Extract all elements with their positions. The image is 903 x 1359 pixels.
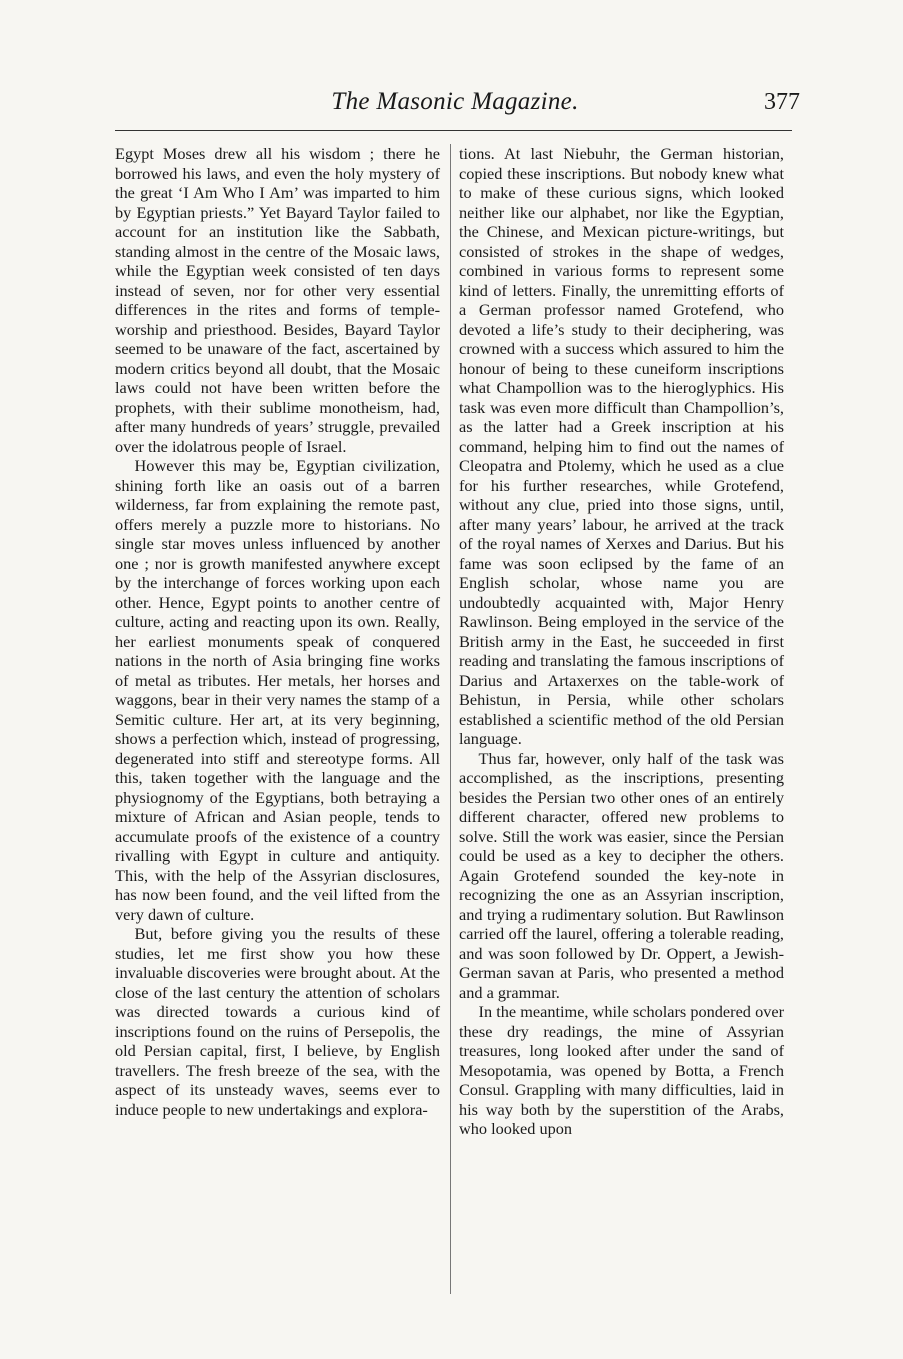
left-column (115, 144, 440, 1119)
right-column (459, 144, 784, 1139)
running-title: The Masonic Magazine. (331, 88, 579, 115)
paragraph: But, before giving you the results of these studies, let me first show you how these invaluable discoveries were brought about. At the close of the last century the attention of scholars was directed towards a curious kind of inscriptions found on the ruins of Persepolis, the old Persian capital, first, I believe, by English travellers. The fresh breeze of the sea, with the aspect of its unsteady waves, seems ever to induce people to new undertakings and explora- (115, 924, 440, 1119)
paragraph: However this may be, Egyptian civilization, shining forth like an oasis out of a barren wilderness, far from explaining the remote past, offers merely a puzzle more to historians. No single star moves unless influenced by another one ; nor is growth manifested anywhere except by the interchange of forces working upon each other. Hence, Egypt points to another centre of culture, acting and reacting upon its own. Really, her earliest monuments speak of conquered nations in the north of Asia bringing fine works of metal as tributes. Her metals, her horses and waggons, bear in their very names the stamp of a Semitic culture. Her art, at its very beginning, shows a perfection which, instead of progressing, degenerated into stiff and stereotype forms. All this, taken together with the language and the physiognomy of the Egyptians, both betraying a mixture of African and Asian people, tends to accumulate proofs of the existence of a country rivalling with Egypt in culture and antiquity. This, with the help of the Assyrian disclosures, has now been found, and the veil lifted from the very dawn of culture. (115, 456, 440, 924)
page-header (110, 88, 800, 124)
two-column-body (115, 144, 792, 1294)
column-divider (450, 144, 451, 1294)
page-number: 377 (764, 89, 800, 115)
paragraph: Thus far, however, only half of the task was accomplished, as the inscriptions, presenting besides the Persian two other ones of an entirely different character, offered new problems to solve. Still the work was easier, since the Persian could be used as a key to decipher the others. Again Grotefend sounded the key-note in recognizing the one as an Assyrian inscription, and trying a rudimentary solution. But Rawlinson carried off the laurel, offering a tolerable reading, and was soon followed by Dr. Oppert, a Jewish-German savan at Paris, who presented a method and a grammar. (459, 748, 784, 1002)
paragraph: Egypt Moses drew all his wisdom ; there he borrowed his laws, and even the holy mystery of the great ‘I Am Who I Am’ was imparted to him by Egyptian priests.” Yet Bayard Taylor failed to account for an institution like the Sabbath, standing almost in the centre of the Mosaic laws, while the Egyptian week consisted of ten days instead of seven, nor for other very essential differences in the rites and forms of temple-worship and priesthood. Besides, Bayard Taylor seemed to be unaware of the fact, ascertained by modern critics beyond all doubt, that the Mosaic laws could not have been written before the prophets, with their sublime monotheism, had, after many hundreds of years’ struggle, prevailed over the idolatrous people of Israel. (115, 144, 440, 456)
paragraph: tions. At last Niebuhr, the German historian, copied these inscriptions. But nobody knew what to make of these curious signs, which looked neither like our alphabet, nor like the Egyptian, the Chinese, and Mexican picture-writings, but consisted of strokes in the shape of wedges, combined in various forms to represent some kind of letters. Finally, the unremitting efforts of a German professor named Grotefend, who devoted a life’s study to their deciphering, was crowned with a success which assured to him the honour of being to these cuneiform inscriptions what Champollion was to the hieroglyphics. His task was even more difficult than Champollion’s, as the latter had a Greek inscription at his command, helping him to find out the names of Cleopatra and Ptolemy, which he used as a clue for his further researches, while Grotefend, without any clue, pried into those signs, until, after many years’ labour, he arrived at the track of the royal names of Xerxes and Darius. But his fame was soon eclipsed by the fame of an English scholar, whose name you are undoubtedly acquainted with, Major Henry Rawlinson. Being employed in the service of the British army in the East, he succeeded in first reading and translating the famous inscriptions of Darius and Artaxerxes on the table-work of Behistun, in Persia, while other scholars established a scientific method of the old Persian language. (459, 144, 784, 748)
header-rule (115, 130, 792, 131)
paragraph: In the meantime, while scholars pondered over these dry readings, the mine of Assyrian treasures, long looked after under the sand of Mesopotamia, was opened by Botta, a French Consul. Grappling with many difficulties, laid in his way both by the superstition of the Arabs, who looked upon (459, 1002, 784, 1138)
